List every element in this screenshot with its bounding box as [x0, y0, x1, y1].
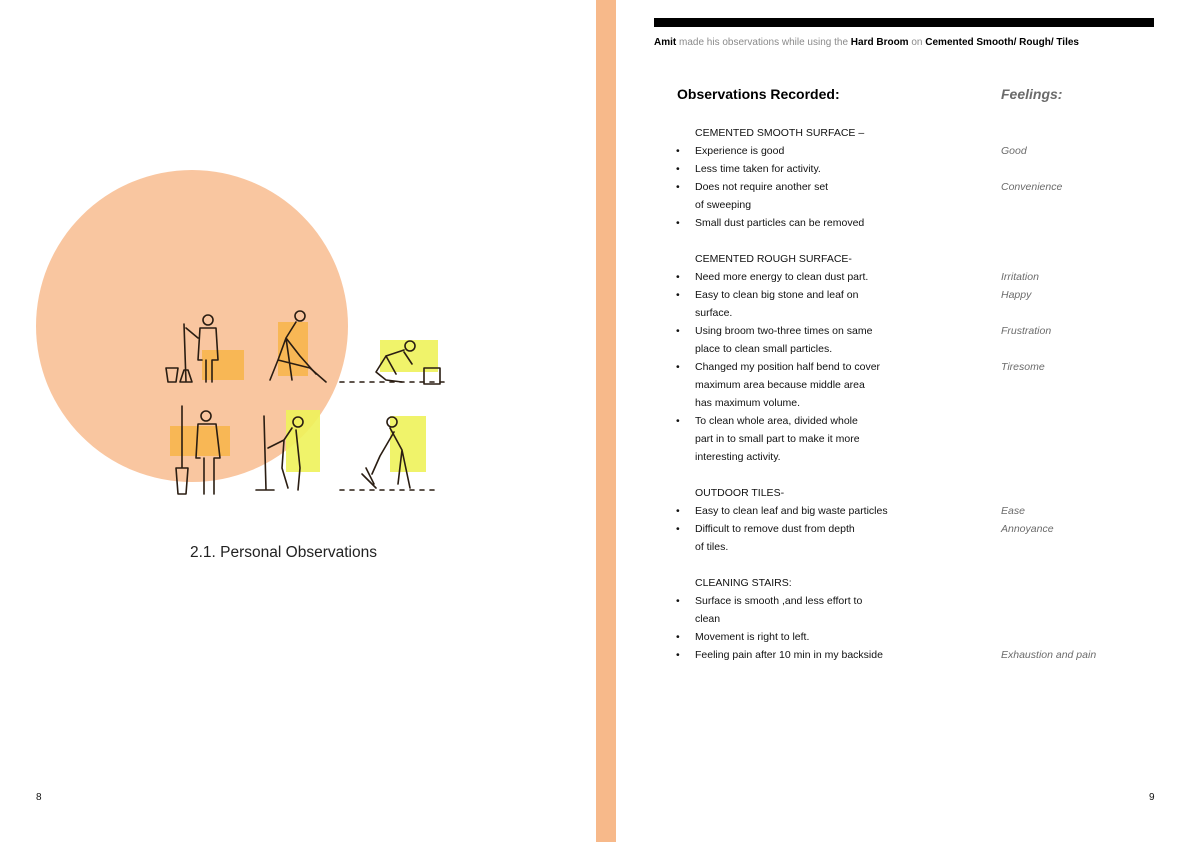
- observation-item: Using broom two-three times on same: [695, 325, 873, 337]
- bullet-marker: •: [676, 181, 680, 193]
- observation-item: Less time taken for activity.: [695, 163, 821, 175]
- bullet-marker: •: [676, 649, 680, 661]
- observation-text: clean: [695, 613, 721, 625]
- bullet-marker: •: [676, 361, 680, 373]
- bullet-marker: •: [676, 505, 680, 517]
- observer-name: Amit: [654, 37, 677, 48]
- feeling-label: Ease: [1001, 505, 1025, 517]
- tool-name: Hard Broom: [850, 37, 909, 48]
- observation-text: of tiles.: [695, 541, 729, 553]
- feeling-label: Tiresome: [1001, 361, 1045, 373]
- feeling-label: Irritation: [1001, 271, 1039, 283]
- sweeping-figures-illustration: [140, 298, 450, 508]
- feeling-label: Happy: [1001, 289, 1032, 301]
- observation-text: surface.: [695, 307, 733, 319]
- header-bar: [654, 18, 1154, 27]
- bullet-marker: •: [676, 415, 680, 427]
- bullet-marker: •: [676, 217, 680, 229]
- observation-item: Experience is good: [695, 145, 785, 157]
- observation-item: Movement is right to left.: [695, 631, 810, 643]
- observation-text: maximum area because middle area: [695, 379, 865, 391]
- observation-text: OUTDOOR TILES-: [695, 487, 785, 499]
- observation-text: interesting activity.: [695, 451, 781, 463]
- feelings-heading: Feelings:: [1001, 86, 1063, 102]
- feeling-label: Frustration: [1001, 325, 1052, 337]
- subtitle-text-2: on: [911, 37, 923, 48]
- bullet-marker: •: [676, 631, 680, 643]
- bullet-marker: •: [676, 271, 680, 283]
- feeling-label: Annoyance: [1001, 523, 1054, 535]
- observations-heading: Observations Recorded:: [677, 86, 840, 102]
- observation-text: place to clean small particles.: [695, 343, 833, 355]
- observation-item: Difficult to remove dust from depth: [695, 523, 855, 535]
- feeling-label: Exhaustion and pain: [1001, 649, 1097, 661]
- observation-text: CLEANING STAIRS:: [695, 577, 792, 589]
- bullet-marker: •: [676, 145, 680, 157]
- observation-item: Need more energy to clean dust part.: [695, 271, 869, 283]
- feeling-label: Good: [1001, 145, 1027, 157]
- surface-name: Cemented Smooth/ Rough/ Tiles: [925, 37, 1079, 48]
- observation-item: Small dust particles can be removed: [695, 217, 865, 229]
- section-title: 2.1. Personal Observations: [190, 544, 377, 561]
- observation-text: CEMENTED ROUGH SURFACE-: [695, 253, 852, 265]
- observation-item: Feeling pain after 10 min in my backside: [695, 649, 883, 661]
- observation-item: Easy to clean big stone and leaf on: [695, 289, 859, 301]
- observation-text: part in to small part to make it more: [695, 433, 860, 445]
- subtitle-text-1: made his observations while using the: [679, 37, 848, 48]
- bullet-marker: •: [676, 325, 680, 337]
- observation-item: Easy to clean leaf and big waste particles: [695, 505, 888, 517]
- bullet-marker: •: [676, 523, 680, 535]
- page-number-right: 9: [1149, 792, 1155, 803]
- observation-item: Does not require another set: [695, 181, 829, 193]
- observation-text: of sweeping: [695, 199, 752, 211]
- observation-text: has maximum volume.: [695, 397, 801, 409]
- observation-item: Surface is smooth ,and less effort to: [695, 595, 863, 607]
- feeling-label: Convenience: [1001, 181, 1063, 193]
- bullet-marker: •: [676, 289, 680, 301]
- page-number-left: 8: [36, 792, 42, 803]
- observation-item: To clean whole area, divided whole: [695, 415, 858, 427]
- observation-text: CEMENTED SMOOTH SURFACE –: [695, 127, 865, 139]
- observation-subtitle: [654, 37, 1079, 48]
- bullet-marker: •: [676, 163, 680, 175]
- page-spine: [596, 0, 616, 842]
- bullet-marker: •: [676, 595, 680, 607]
- observation-item: Changed my position half bend to cover: [695, 361, 881, 373]
